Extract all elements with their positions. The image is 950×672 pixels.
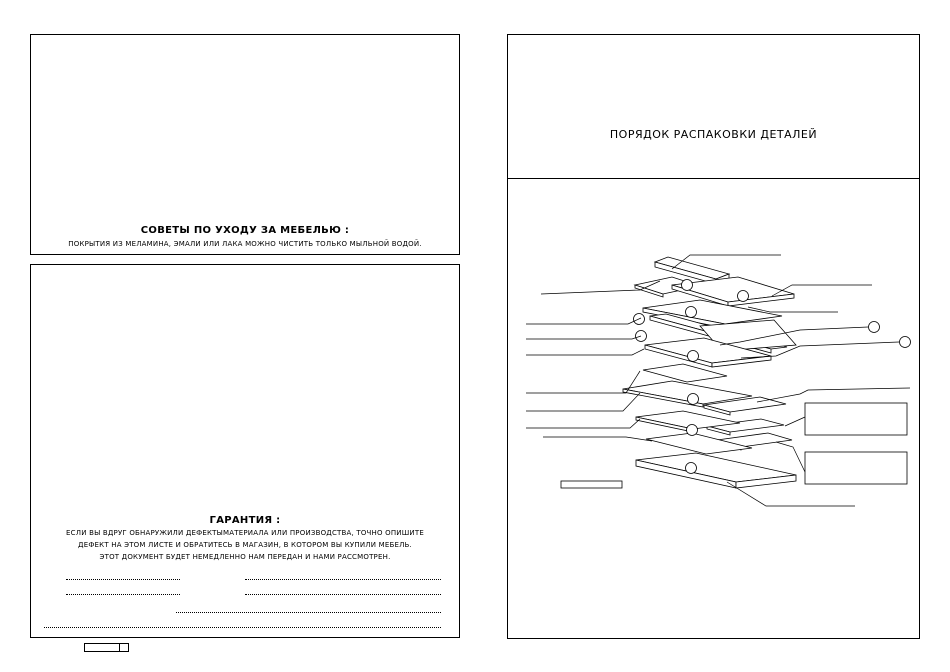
callout-circle [869, 322, 880, 333]
care-title: СОВЕТЫ ПО УХОДУ ЗА МЕБЕЛЬЮ : [140, 225, 350, 236]
warranty-title: ГАРАНТИЯ : [209, 515, 281, 526]
callout-circle [686, 307, 697, 318]
callout-circle [900, 337, 911, 348]
warranty-line-3: ЭТОТ ДОКУМЕНТ БУДЕТ НЕМЕДЛЕННО НАМ ПЕРЕДАН И НАМИ РАССМОТРЕН. [99, 553, 391, 561]
unpack-title: ПОРЯДОК РАСПАКОВКИ ДЕТАЛЕЙ [609, 128, 818, 141]
callout-circle [682, 280, 693, 291]
note-box-2 [805, 452, 907, 484]
callout-circle [688, 394, 699, 405]
warranty-line-2: ДЕФЕКТ НА ЭТОМ ЛИСТЕ И ОБРАТИТЕСЬ В МАГАЗИН, В КОТОРОМ ВЫ КУПИЛИ МЕБЕЛЬ. [78, 541, 412, 549]
label-box [561, 481, 622, 488]
callout-circle [687, 425, 698, 436]
warranty-line-1: ЕСЛИ ВЫ ВДРУГ ОБНАРУЖИЛИ ДЕФЕКТЫМАТЕРИАЛА ИЛИ ПРОИЗВОДСТВА, ТОЧНО ОПИШИТЕ [66, 529, 424, 537]
callout-circle [688, 351, 699, 362]
callout-circle [686, 463, 697, 474]
note-box-1 [805, 403, 907, 435]
care-text: ПОКРЫТИЯ ИЗ МЕЛАМИНА, ЭМАЛИ ИЛИ ЛАКА МОЖНО ЧИСТИТЬ ТОЛЬКО МЫЛЬНОЙ ВОДОЙ. [68, 240, 422, 248]
callout-circle [738, 291, 749, 302]
